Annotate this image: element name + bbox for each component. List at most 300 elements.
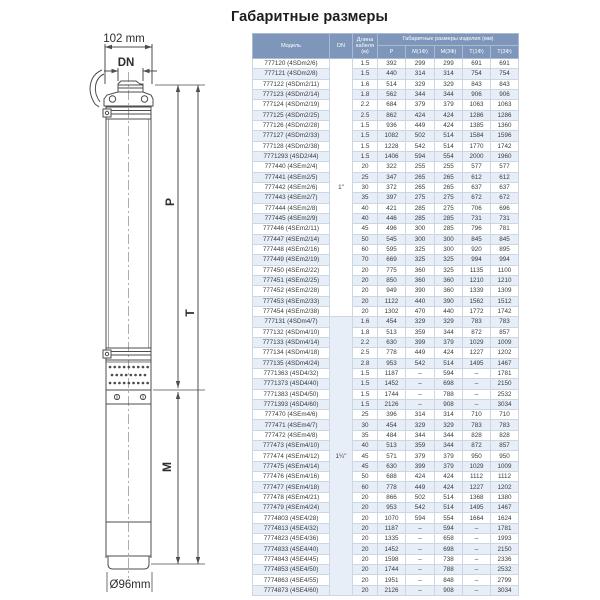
m-3ph-cell: 424	[435, 482, 463, 492]
m-1ph-cell: 594	[406, 151, 435, 161]
m-1ph-cell: 300	[406, 234, 435, 244]
m-3ph-cell: 594	[435, 523, 463, 533]
p-cell: 936	[378, 120, 406, 130]
t-1ph-cell: 906	[463, 89, 491, 99]
table-row	[253, 100, 519, 110]
cable-cell: 1.8	[353, 89, 378, 99]
t-3ph-cell: 1202	[491, 348, 519, 358]
m-1ph-cell: 325	[406, 255, 435, 265]
t-1ph-cell: 1664	[463, 513, 491, 523]
m-1ph-cell: 379	[406, 100, 435, 110]
cable-cell: 1.6	[353, 79, 378, 89]
t-1ph-cell: 637	[463, 182, 491, 192]
cable-cell: 60	[353, 482, 378, 492]
p-cell: 1302	[378, 306, 406, 316]
cable-clamp-top	[103, 107, 151, 119]
table-row	[253, 348, 519, 358]
m-3ph-cell: 514	[435, 358, 463, 368]
t-3ph-cell: 1309	[491, 286, 519, 296]
p-cell: 484	[378, 430, 406, 440]
table-row	[253, 120, 519, 130]
model-cell: 777453 (4SEm2/33)	[253, 296, 330, 306]
t-3ph-cell: 2150	[491, 379, 519, 389]
table-row	[253, 513, 519, 523]
t-1ph-cell: 754	[463, 69, 491, 79]
arrow-right-icon	[112, 69, 119, 73]
t-1ph-cell: –	[463, 523, 491, 533]
p-cell: 778	[378, 482, 406, 492]
cable-cell: 20	[353, 513, 378, 523]
m-1ph-cell: 285	[406, 213, 435, 223]
m-1ph-cell: –	[406, 523, 435, 533]
t-3ph-cell: 1202	[491, 482, 519, 492]
t-3ph-cell: 1009	[491, 461, 519, 471]
p-cell: 454	[378, 317, 406, 327]
t-1ph-cell: 612	[463, 172, 491, 182]
t-1ph-cell: 872	[463, 327, 491, 337]
t-3ph-cell: 1624	[491, 513, 519, 523]
model-cell: 7774853 (4SE4/50)	[253, 565, 330, 575]
cable-cell: 1.5	[353, 399, 378, 409]
pump-drawing	[0, 0, 250, 600]
m-3ph-cell: 329	[435, 79, 463, 89]
t-1ph-cell: 1584	[463, 131, 491, 141]
t-1ph-cell: 577	[463, 162, 491, 172]
model-cell: 777443 (4SEm2/7)	[253, 193, 330, 203]
table-row	[253, 379, 519, 389]
p-cell: 1122	[378, 296, 406, 306]
table-row	[253, 172, 519, 182]
t-3ph-cell: 950	[491, 451, 519, 461]
m-3ph-cell: 424	[435, 120, 463, 130]
table-row	[253, 544, 519, 554]
table-row	[253, 389, 519, 399]
m-1ph-cell: –	[406, 544, 435, 554]
t-1ph-cell: –	[463, 534, 491, 544]
cable-cell: 50	[353, 234, 378, 244]
m-1ph-cell: –	[406, 575, 435, 585]
m-3ph-cell: 788	[435, 389, 463, 399]
model-cell: 777479 (4SEm4/24)	[253, 503, 330, 513]
model-cell: 777451 (4SEm2/25)	[253, 275, 330, 285]
header-dimensions-group: Габаритные размеры изделия (мм)	[378, 34, 519, 46]
extension-lines	[107, 85, 205, 592]
m-3ph-cell: 594	[435, 368, 463, 378]
arrow-left-icon	[143, 69, 150, 73]
cable-cell: 2.5	[353, 348, 378, 358]
t-1ph-cell: 691	[463, 59, 491, 69]
t-1ph-cell: 845	[463, 234, 491, 244]
table-row	[253, 244, 519, 254]
model-cell: 777473 (4SEm4/10)	[253, 441, 330, 451]
t-1ph-cell: 1112	[463, 472, 491, 482]
p-cell: 397	[378, 193, 406, 203]
model-cell: 777132 (4SDm4/10)	[253, 327, 330, 337]
p-cell: 595	[378, 244, 406, 254]
p-cell: 440	[378, 69, 406, 79]
t-3ph-cell: 1742	[491, 306, 519, 316]
cable-cell: 20	[353, 306, 378, 316]
model-cell: 777472 (4SEm4/8)	[253, 430, 330, 440]
table-row	[253, 441, 519, 451]
t-3ph-cell: 895	[491, 244, 519, 254]
m-3ph-cell: 379	[435, 451, 463, 461]
dim-t	[196, 85, 200, 564]
m-3ph-cell: 554	[435, 151, 463, 161]
m-3ph-cell: 390	[435, 296, 463, 306]
m-1ph-cell: 390	[406, 286, 435, 296]
p-cell: 513	[378, 441, 406, 451]
t-3ph-cell: 672	[491, 193, 519, 203]
t-3ph-cell: 906	[491, 89, 519, 99]
table-row	[253, 430, 519, 440]
m-3ph-cell: 300	[435, 234, 463, 244]
p-cell: 669	[378, 255, 406, 265]
m-3ph-cell: 265	[435, 172, 463, 182]
m-1ph-cell: 424	[406, 110, 435, 120]
cable-cell: 1.5	[353, 131, 378, 141]
arrow-down-icon	[196, 557, 200, 564]
model-cell: 777122 (4SDm2/11)	[253, 79, 330, 89]
cable-cell: 50	[353, 472, 378, 482]
m-3ph-cell: 788	[435, 565, 463, 575]
m-3ph-cell: 344	[435, 327, 463, 337]
model-cell: 7771383 (4SD4/50)	[253, 389, 330, 399]
p-cell: 949	[378, 286, 406, 296]
p-cell: 571	[378, 451, 406, 461]
size-table	[252, 33, 518, 596]
m-3ph-cell: 344	[435, 430, 463, 440]
cable-cell: 1.6	[353, 317, 378, 327]
t-3ph-cell: 828	[491, 430, 519, 440]
cable-cell: 2.5	[353, 110, 378, 120]
cable-cell: 35	[353, 430, 378, 440]
m-3ph-cell: 265	[435, 182, 463, 192]
t-3ph-cell: 845	[491, 234, 519, 244]
m-3ph-cell: 325	[435, 265, 463, 275]
p-cell: 775	[378, 265, 406, 275]
label-diameter: Ø96mm	[109, 579, 151, 591]
table-row	[253, 151, 519, 161]
p-cell: 396	[378, 410, 406, 420]
m-1ph-cell: 379	[406, 451, 435, 461]
m-1ph-cell: 265	[406, 172, 435, 182]
table-row	[253, 203, 519, 213]
t-3ph-cell: 2532	[491, 565, 519, 575]
cable-cell: 2.2	[353, 337, 378, 347]
m-1ph-cell: 325	[406, 244, 435, 254]
model-cell: 777478 (4SEm4/21)	[253, 492, 330, 502]
dn-cell: 1¼"	[330, 317, 353, 596]
m-3ph-cell: 299	[435, 59, 463, 69]
t-1ph-cell: 920	[463, 244, 491, 254]
model-cell: 777474 (4SEm4/12)	[253, 451, 330, 461]
cable-cell: 20	[353, 265, 378, 275]
cable-cell: 25	[353, 172, 378, 182]
t-1ph-cell: 1562	[463, 296, 491, 306]
m-3ph-cell: 360	[435, 275, 463, 285]
table-row	[253, 286, 519, 296]
cable-cell: 35	[353, 193, 378, 203]
m-1ph-cell: –	[406, 585, 435, 595]
arrow-left-icon	[105, 45, 112, 50]
t-3ph-cell: 857	[491, 441, 519, 451]
model-cell: 777471 (4SEm4/7)	[253, 420, 330, 430]
model-cell: 7774813 (4SE4/32)	[253, 523, 330, 533]
cable-cell: 1.5	[353, 59, 378, 69]
m-1ph-cell: 440	[406, 296, 435, 306]
model-cell: 777445 (4SEm2/9)	[253, 213, 330, 223]
table-row	[253, 358, 519, 368]
p-cell: 1452	[378, 379, 406, 389]
arrow-up-icon	[176, 392, 180, 399]
t-3ph-cell: 1100	[491, 265, 519, 275]
model-cell: 7774823 (4SE4/36)	[253, 534, 330, 544]
p-cell: 421	[378, 203, 406, 213]
model-cell: 7774873 (4SE4/60)	[253, 585, 330, 595]
m-1ph-cell: 502	[406, 492, 435, 502]
dn-cell: 1"	[330, 59, 353, 317]
table-row	[253, 317, 519, 327]
model-cell: 777126 (4SDm2/28)	[253, 120, 330, 130]
model-cell: 777475 (4SEm4/14)	[253, 461, 330, 471]
table-row	[253, 492, 519, 502]
t-1ph-cell: 1063	[463, 100, 491, 110]
m-3ph-cell: 514	[435, 503, 463, 513]
p-cell: 1744	[378, 389, 406, 399]
cable-cell: 1.5	[353, 120, 378, 130]
m-1ph-cell: –	[406, 379, 435, 389]
m-1ph-cell: 329	[406, 317, 435, 327]
cable-cell: 20	[353, 565, 378, 575]
arrow-down-icon	[176, 381, 180, 388]
model-cell: 777125 (4SDm2/25)	[253, 110, 330, 120]
p-cell: 545	[378, 234, 406, 244]
table-row	[253, 193, 519, 203]
p-cell: 2126	[378, 399, 406, 409]
header-dn: DN	[330, 34, 353, 59]
m-1ph-cell: 300	[406, 224, 435, 234]
t-1ph-cell: 796	[463, 224, 491, 234]
model-cell: 7774843 (4SE4/45)	[253, 554, 330, 564]
m-3ph-cell: 329	[435, 420, 463, 430]
t-3ph-cell: 754	[491, 69, 519, 79]
p-cell: 1406	[378, 151, 406, 161]
p-cell: 1951	[378, 575, 406, 585]
m-1ph-cell: 470	[406, 306, 435, 316]
m-1ph-cell: 542	[406, 141, 435, 151]
header-m-3ph: М(3Ф)	[435, 46, 463, 59]
t-3ph-cell: 696	[491, 203, 519, 213]
table-row	[253, 255, 519, 265]
cable-cell: 20	[353, 162, 378, 172]
p-cell: 446	[378, 213, 406, 223]
table-row	[253, 89, 519, 99]
m-1ph-cell: 314	[406, 410, 435, 420]
t-3ph-cell: 1210	[491, 275, 519, 285]
p-cell: 1452	[378, 544, 406, 554]
t-1ph-cell: –	[463, 565, 491, 575]
cable-cell: 45	[353, 461, 378, 471]
m-3ph-cell: 908	[435, 399, 463, 409]
t-1ph-cell: –	[463, 389, 491, 399]
label-p: P	[163, 197, 177, 207]
t-3ph-cell: 1467	[491, 503, 519, 513]
m-1ph-cell: 542	[406, 358, 435, 368]
m-3ph-cell: 554	[435, 513, 463, 523]
m-3ph-cell: 285	[435, 213, 463, 223]
t-3ph-cell: 710	[491, 410, 519, 420]
m-1ph-cell: 399	[406, 337, 435, 347]
m-3ph-cell: 424	[435, 472, 463, 482]
cable-clamp-bottom	[103, 348, 151, 360]
m-1ph-cell: –	[406, 399, 435, 409]
t-3ph-cell: 994	[491, 255, 519, 265]
cable-cell: 30	[353, 182, 378, 192]
model-cell: 777442 (4SEm2/6)	[253, 182, 330, 192]
m-3ph-cell: 344	[435, 441, 463, 451]
m-1ph-cell: 255	[406, 162, 435, 172]
table-row	[253, 131, 519, 141]
table-row	[253, 213, 519, 223]
table-row	[253, 399, 519, 409]
cable-cell: 20	[353, 503, 378, 513]
cable-cell: 40	[353, 203, 378, 213]
table-row	[253, 224, 519, 234]
p-cell: 630	[378, 337, 406, 347]
cable-cell: 20	[353, 544, 378, 554]
dim-m	[176, 392, 180, 564]
t-3ph-cell: 2150	[491, 544, 519, 554]
p-cell: 372	[378, 182, 406, 192]
p-cell: 1187	[378, 523, 406, 533]
size-table-body	[253, 59, 519, 596]
p-cell: 1335	[378, 534, 406, 544]
t-1ph-cell: 1770	[463, 141, 491, 151]
m-1ph-cell: –	[406, 534, 435, 544]
t-3ph-cell: 781	[491, 224, 519, 234]
table-row	[253, 461, 519, 471]
m-1ph-cell: 449	[406, 120, 435, 130]
p-cell: 1187	[378, 368, 406, 378]
t-3ph-cell: 1467	[491, 358, 519, 368]
m-3ph-cell: 514	[435, 492, 463, 502]
table-row	[253, 420, 519, 430]
ear-hole-left	[109, 96, 115, 102]
t-3ph-cell: 783	[491, 420, 519, 430]
model-cell: 7771373 (4SD4/40)	[253, 379, 330, 389]
m-1ph-cell: 359	[406, 441, 435, 451]
m-3ph-cell: 698	[435, 544, 463, 554]
p-cell: 322	[378, 162, 406, 172]
m-1ph-cell: 359	[406, 327, 435, 337]
m-3ph-cell: 379	[435, 100, 463, 110]
t-3ph-cell: 3034	[491, 399, 519, 409]
cable-cell: 20	[353, 523, 378, 533]
t-3ph-cell: 1781	[491, 523, 519, 533]
arrow-up-icon	[176, 85, 180, 92]
table-row	[253, 565, 519, 575]
t-3ph-cell: 1993	[491, 534, 519, 544]
t-3ph-cell: 1742	[491, 141, 519, 151]
cable-cell: 30	[353, 420, 378, 430]
t-1ph-cell: 1227	[463, 482, 491, 492]
cable-guard	[90, 70, 104, 107]
m-3ph-cell: 360	[435, 286, 463, 296]
model-cell: 777447 (4SEm2/14)	[253, 234, 330, 244]
p-cell: 778	[378, 348, 406, 358]
p-cell: 1082	[378, 131, 406, 141]
m-1ph-cell: 299	[406, 59, 435, 69]
m-3ph-cell: 255	[435, 162, 463, 172]
t-1ph-cell: 1029	[463, 337, 491, 347]
m-1ph-cell: 360	[406, 275, 435, 285]
p-cell: 866	[378, 492, 406, 502]
model-cell: 777127 (4SDm2/33)	[253, 131, 330, 141]
model-cell: 777123 (4SDm2/14)	[253, 89, 330, 99]
t-1ph-cell: 1772	[463, 306, 491, 316]
m-1ph-cell: 449	[406, 482, 435, 492]
t-1ph-cell: –	[463, 554, 491, 564]
cable-cell: 1.8	[353, 327, 378, 337]
t-1ph-cell: 783	[463, 420, 491, 430]
m-1ph-cell: 344	[406, 430, 435, 440]
model-cell: 777444 (4SEm2/8)	[253, 203, 330, 213]
cable-cell: 70	[353, 255, 378, 265]
t-3ph-cell: 2336	[491, 554, 519, 564]
t-1ph-cell: 672	[463, 193, 491, 203]
table-row	[253, 503, 519, 513]
t-1ph-cell: 1029	[463, 461, 491, 471]
m-3ph-cell: 275	[435, 203, 463, 213]
model-cell: 777135 (4SDm4/24)	[253, 358, 330, 368]
m-3ph-cell: 514	[435, 141, 463, 151]
p-cell: 347	[378, 172, 406, 182]
table-row	[253, 69, 519, 79]
cable-cell: 1.5	[353, 389, 378, 399]
p-cell: 496	[378, 224, 406, 234]
model-cell: 7771293 (4SD2/44)	[253, 151, 330, 161]
m-3ph-cell: 424	[435, 110, 463, 120]
table-row	[253, 472, 519, 482]
arrow-down-icon	[176, 557, 180, 564]
p-cell: 862	[378, 110, 406, 120]
table-row	[253, 265, 519, 275]
label-t: T	[183, 309, 197, 317]
model-cell: 7774833 (4SE4/40)	[253, 544, 330, 554]
t-1ph-cell: 706	[463, 203, 491, 213]
m-1ph-cell: 542	[406, 503, 435, 513]
m-3ph-cell: 848	[435, 575, 463, 585]
t-1ph-cell: 872	[463, 441, 491, 451]
table-row	[253, 110, 519, 120]
table-row	[253, 451, 519, 461]
header-m-1ph: М(1Ф)	[406, 46, 435, 59]
cable-cell: 40	[353, 441, 378, 451]
model-cell: 7771393 (4SD4/60)	[253, 399, 330, 409]
model-cell: 777446 (4SEm2/11)	[253, 224, 330, 234]
dim-dn	[104, 68, 157, 81]
model-cell: 777440 (4SEm2/4)	[253, 162, 330, 172]
dim-p	[176, 85, 180, 388]
t-1ph-cell: 828	[463, 430, 491, 440]
table-row	[253, 306, 519, 316]
m-3ph-cell: 698	[435, 379, 463, 389]
label-m: M	[160, 462, 174, 472]
model-cell: 777452 (4SEm2/28)	[253, 286, 330, 296]
m-3ph-cell: 275	[435, 193, 463, 203]
p-cell: 1598	[378, 554, 406, 564]
